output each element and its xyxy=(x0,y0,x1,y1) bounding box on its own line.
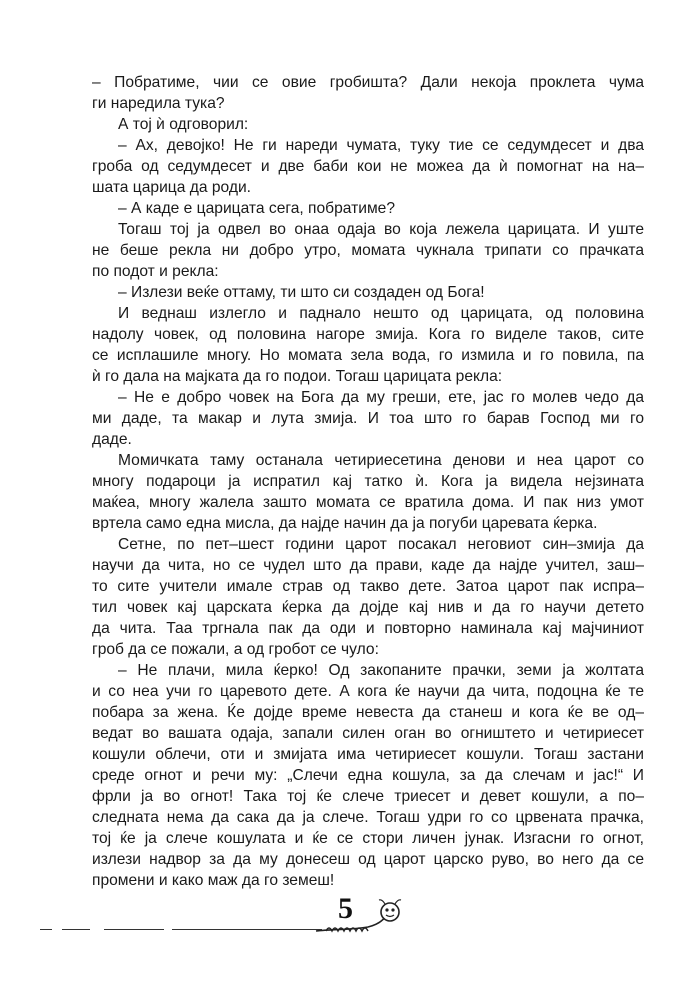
text-line: – А каде е царицата сега, побратиме? xyxy=(118,200,396,217)
text-line: то сите учители имале страв од такво дете. Затоа царот пак испра– xyxy=(92,578,644,595)
text-line: Момичката таму останала четириесетина денови и неа царот со xyxy=(118,452,644,469)
story-text xyxy=(92,72,644,891)
text-line: да чита. Таа тргнала пак да оди и повторно наминала кај мајчиниот xyxy=(92,620,644,637)
text-line: даде. xyxy=(92,431,132,448)
text-line: ѝ го дала на мајката да го подои. Тогаш царицата рекла: xyxy=(92,368,503,385)
footer-dash xyxy=(104,929,164,930)
text-line: Тогаш тој ја одвел во онаа одаја во која лежела царицата. И уште xyxy=(118,221,644,238)
text-line: тој ќе ја слече кошулата и ќе се стори личен јунак. Изгасни го огнот, xyxy=(92,830,644,847)
text-line: побара за жена. Ќе дојде време невеста да станеш и кога ќе ве од– xyxy=(92,704,644,721)
text-line: шата царица да роди. xyxy=(92,179,251,196)
text-line: надолу човек, од половина нагоре змија. Кога го виделе таков, сите xyxy=(92,326,644,343)
text-line: се исплашиле многу. Но момата зела вода, го измила и го повила, па xyxy=(92,347,644,364)
text-line: И веднаш излегло и паднало нешто од царицата, од половина xyxy=(118,305,644,322)
footer-dash xyxy=(40,929,52,930)
text-line: следната нема да сака да ја слече. Тогаш удри го со црвената прачка, xyxy=(92,809,644,826)
footer-dash xyxy=(62,929,90,930)
text-line: – Не плачи, мила ќерко! Од закопаните прачки, земи ја жолтата xyxy=(118,662,644,679)
text-line: промени и како маж да го земеш! xyxy=(92,872,335,889)
text-line: – Излези веќе оттаму, ти што си создаден од Бога! xyxy=(118,284,485,301)
text-line: Сетне, по пет–шест години царот посакал неговиот син–змија да xyxy=(118,536,644,553)
text-line: и со неа учи го царевото дете. А кога ќе научи да чита, подоцна ќе те xyxy=(92,683,644,700)
text-line: ми даде, та макар и лута змија. И тоа што го барав Господ ми го xyxy=(92,410,644,427)
text-line: ги наредила тука? xyxy=(92,95,225,112)
text-line: среде огнот и речи му: „Слечи една кошула, за да слечам и јас!“ И xyxy=(92,767,644,784)
text-line: не беше рекла ни добро утро, момата чукнала трипати со прачката xyxy=(92,242,644,259)
text-line: – Побратиме, чии се овие гробишта? Дали некоја проклета чума xyxy=(92,74,644,91)
text-line: А тој ѝ одговорил: xyxy=(118,116,249,133)
text-line: гроб да се пожали, а од гробот се чуло: xyxy=(92,641,379,658)
text-line: излези надвор за да му донесеш од царот царско руво, во него да се xyxy=(92,851,644,868)
text-line: по подот и рекла: xyxy=(92,263,219,280)
text-line: маќеа, многу жалела зашто момата се вратила дома. И пак низ умот xyxy=(92,494,644,511)
text-line: кошули облечи, оти и змијата има четириесет кошули. Тогаш застани xyxy=(92,746,644,763)
page-footer xyxy=(0,880,696,950)
caterpillar-icon xyxy=(312,898,408,938)
text-line: – Ах, девојко! Не ги нареди чумата, туку тие се седумдесет и два xyxy=(118,137,644,154)
text-line: фрли ја во огнот! Така тој ќе слече триесет и девет кошули, а по– xyxy=(92,788,644,805)
page-number: 5 xyxy=(338,892,353,925)
text-line: гроба од седумдесет и две баби кои не можеа да ѝ помогнат на на– xyxy=(92,158,644,175)
text-line: ведат во вашата одаја, запали силен оган во огништето и четириесет xyxy=(92,725,644,742)
text-line: многу подароци ја испратил кај татко ѝ. Кога ја видела нејзината xyxy=(92,473,644,490)
footer-dash xyxy=(172,929,322,930)
text-line: – Не е добро човек на Бога да му греши, ете, јас го молев чедо да xyxy=(118,389,644,406)
text-line: тил човек кај царската ќерка да дојде кај нив и да го научи детето xyxy=(92,599,644,616)
text-line: научи да чита, но се чудел што да прави, каде да најде учител, заш– xyxy=(92,557,644,574)
text-line: вртела само една мисла, да најде начин да ја погуби царевата ќерка. xyxy=(92,515,598,532)
